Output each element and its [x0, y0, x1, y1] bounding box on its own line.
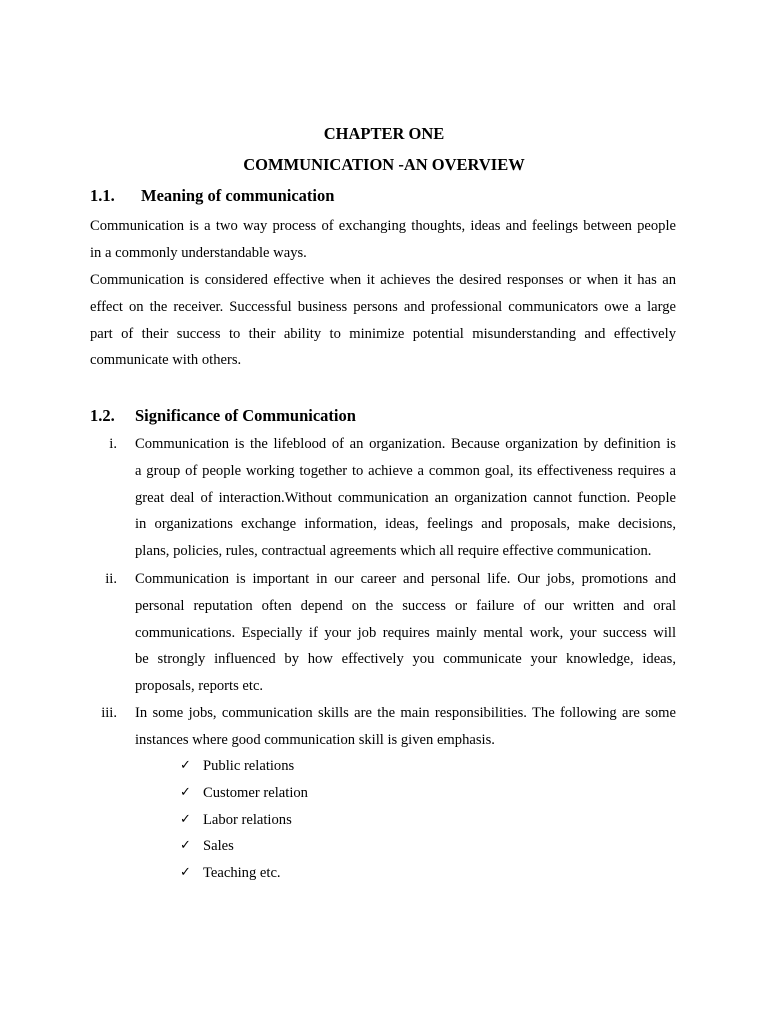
paragraph-line: in organizations exchange information, ideas, feelings and proposals, make decisions, — [135, 516, 676, 533]
paragraph-line: great deal of interaction.Without communication an organization cannot function. People — [135, 489, 676, 506]
checkmark-icon: ✓ — [180, 812, 191, 827]
paragraph-line: instances where good communication skill is given emphasis. — [135, 731, 495, 748]
list-marker: i. — [109, 436, 117, 452]
checklist-label: Sales — [203, 838, 234, 854]
meaning-paragraph-1 — [90, 213, 676, 267]
paragraph-line: Communication is important in our career and personal life. Our jobs, promotions and — [135, 571, 676, 587]
paragraph-line: plans, policies, rules, contractual agreements which all require effective communication. — [135, 543, 652, 560]
paragraph-line: Communication is considered effective when it achieves the desired responses or when it has an — [90, 272, 676, 288]
paragraph-line: effect on the receiver. Successful business persons and professional communicators owe a large — [90, 298, 676, 315]
paragraph-line: proposals, reports etc. — [135, 678, 264, 695]
list-item-text — [135, 566, 676, 700]
list-item-text — [135, 431, 676, 565]
chapter-label: CHAPTER ONE — [323, 124, 445, 143]
paragraph-line: be strongly influenced by how effectively you communicate your knowledge, ideas, — [135, 651, 676, 668]
checkmark-icon: ✓ — [180, 865, 191, 880]
checkmark-icon: ✓ — [180, 838, 191, 853]
meaning-paragraph-2 — [90, 267, 676, 374]
checklist-label: Customer relation — [203, 785, 308, 801]
checklist-label: Teaching etc. — [203, 865, 281, 881]
paragraph-line: part of their success to their ability to minimize potential misunderstanding and effectively — [90, 325, 676, 342]
checkmark-icon: ✓ — [180, 758, 191, 773]
checkmark-icon: ✓ — [180, 785, 191, 800]
paragraph-line: In some jobs, communication skills are the main responsibilities. The following are some — [135, 705, 676, 721]
section-number: 1.1. — [90, 186, 115, 205]
paragraph-line: personal reputation often depend on the success or failure of our written and oral — [135, 597, 676, 614]
paragraph-line: communicate with others. — [90, 352, 242, 369]
paragraph-line: in a commonly understandable ways. — [90, 244, 307, 261]
checklist-label: Labor relations — [203, 812, 292, 828]
section-title: Meaning of communication — [141, 186, 335, 205]
paragraph-line: a group of people working together to achieve a common goal, its effectiveness requires a — [135, 462, 676, 479]
list-item-text — [135, 700, 676, 754]
checklist-label: Public relations — [203, 758, 295, 774]
section-number: 1.2. — [90, 406, 115, 425]
list-marker: iii. — [101, 705, 117, 721]
paragraph-line: communications. Especially if your job requires mainly mental work, your success will — [135, 624, 676, 641]
list-marker: ii. — [105, 571, 117, 587]
chapter-title: COMMUNICATION -AN OVERVIEW — [243, 155, 525, 174]
paragraph-line: Communication is the lifeblood of an organization. Because organization by definition is — [135, 436, 676, 452]
paragraph-line: Communication is a two way process of exchanging thoughts, ideas and feelings between people — [90, 218, 676, 234]
section-title: Significance of Communication — [135, 406, 356, 425]
